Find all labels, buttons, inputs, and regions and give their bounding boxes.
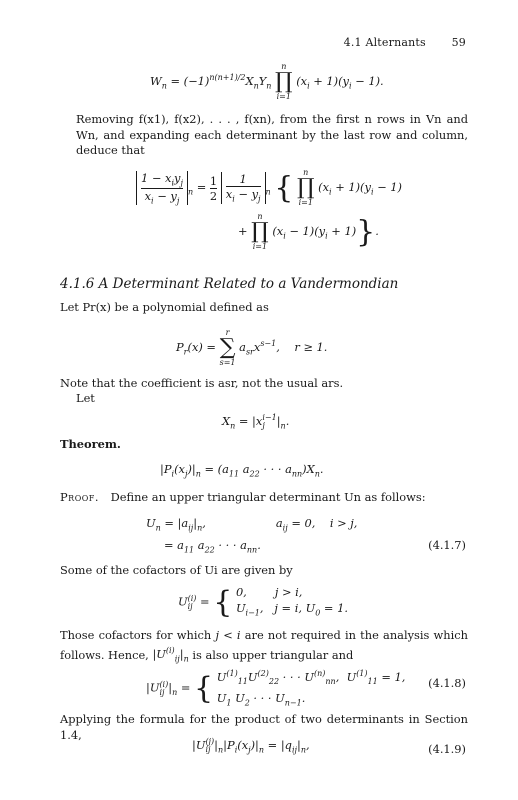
- equation-pr: $P_r(x)$ = r ∑ s=1 $a_{sr}x^{s-1}$, r ≥ 1.: [176, 328, 328, 367]
- equation-number-417: (4.1.7): [428, 538, 466, 552]
- page-number: 59: [451, 36, 466, 49]
- equation-number-419: (4.1.9): [428, 742, 466, 756]
- paragraph-note: Note that the coefficient is asr, not the usual ars.: [60, 376, 344, 390]
- paragraph-those: Those cofactors for which j < i are not required in the analysis which follows. Hence, $|U^{(i)}_{ij}|_n$ is also upper triangular and: [60, 628, 468, 664]
- paragraph-let2: Let: [76, 391, 95, 405]
- paragraph-let: Let Pr(x) be a polynomial defined as: [60, 300, 269, 314]
- theorem-label: Theorem.: [60, 437, 121, 451]
- equation-418: |U (i) ij $|_n$ = { $U^{(1)}_{11}U^{(2)}_{22}$ · · · $U^{(n)}_{nn}$, $U^{(1)}_{11} = 1$, $U_1$ $U_2$ · · · $U_{n-1}$.: [146, 669, 406, 708]
- equation-wn: $W_n = (-1)^{n(n+1)/2}X_nY_n$ n ∏ i=1 $(x_i + 1)(y_i - 1)$.: [150, 62, 384, 101]
- equation-un-2: = $a_{11}$ $a_{22}$ · · · $a_{nn}$.: [164, 538, 261, 555]
- equation-number-418: (4.1.8): [428, 676, 466, 690]
- equation-det-identity: $1 - x_iy_j$ $x_i - y_j$ $_n$ = $\frac{1}{2}$ $\frac{1}{x_i - y_j}$ $_n$ { n ∏ i=1 $(x_i + 1)(y_i - 1)$: [136, 168, 402, 208]
- section-heading: 4.1.6 A Determinant Related to a Vandermondian: [60, 276, 399, 292]
- proof-line: [60, 490, 426, 504]
- paragraph-removing: Removing f(x1), f(x2), . . . , f(xn), from the first n rows in Vn and Wn, and expanding each determinant by the last row and column, deduce that: [76, 112, 468, 157]
- equation-cofactors: U (i) ij = { 0, j > i, $U_{i-1}$, j = i, $U_0 = 1$.: [178, 585, 348, 621]
- proof-label: Proof.: [60, 490, 99, 504]
- equation-det-identity-cont: + n ∏ i=1 $(x_i - 1)(y_i + 1)$}.: [238, 212, 379, 251]
- paragraph-applying: Applying the formula for the product of two determinants in Section 1.4,: [60, 712, 468, 742]
- equation-419: |U (j) ij $|_n|P_i(x_j)|_n = |q_{ij}|_n$,: [192, 737, 310, 755]
- proof-text: Define an upper triangular determinant Un as follows:: [110, 490, 426, 504]
- running-head-section: 4.1 Alternants: [343, 36, 426, 49]
- equation-un-1: $U_n = |a_{ij}|_n$, $a_{ij} = 0$, i > j,: [146, 516, 358, 533]
- running-head: [344, 36, 466, 49]
- equation-theorem: $|P_i(x_j)|_n = (a_{11}$ $a_{22}$ · · · $a_{nn})X_n$.: [160, 462, 324, 479]
- paragraph-cofactors: Some of the cofactors of Ui are given by: [60, 563, 293, 577]
- equation-xn: $X_n = |x$ i−1 j $|_n$.: [222, 413, 290, 431]
